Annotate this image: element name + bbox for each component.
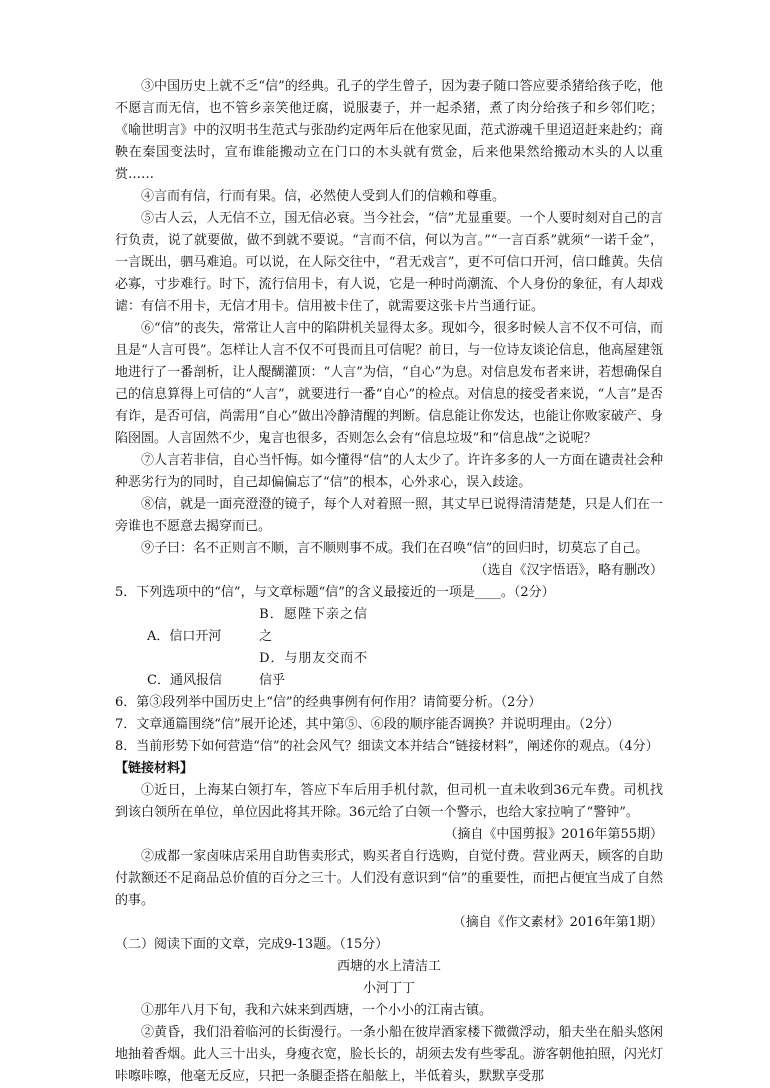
section-2-instruction: （二）阅读下面的文章，完成9-13题。（15分） [115,937,389,952]
paragraph-9: ⑨子曰：名不正则言不顺，言不顺则事不成。我们在召唤“信”的回归时，切莫忘了自己。 [141,541,649,556]
option-b: B．愿陛下亲之信之 [259,607,368,644]
option-d: D．与朋友交而不信乎 [259,651,368,688]
passage-source: （选自《汉字悟语》，略有删改） [474,563,663,578]
question-5: 5．下列选项中的“信”，与文章标题“信”的含义最接近的一项是____。（2分） [115,585,555,600]
article-author: 小河丁丁 [362,981,415,996]
paragraph-7: ⑦人言若非信，自心当忏悔。如今懂得“信”的人太少了。许许多多的人一方面在谴责社会种种恶劣行为的同时，自己却偏偏忘了“信”的根本，心外求心，误入歧途。 [115,453,663,490]
link-material-item-1-source: （摘自《中国剪报》2016年第55期） [444,827,663,842]
link-material-item-1: ①近日，上海某白领打车，答应下车后用手机付款，但司机一直未收到36元车费。司机找到该白领所在单位，单位因此将其开除。36元给了白领一个警示，也给大家拉响了“警钟”。 [115,783,663,820]
question-6: 6．第③段列举中国历史上“信”的经典事例有何作用？请简要分析。（2分） [115,695,542,710]
link-material-item-2: ②成都一家卤味店采用自助售卖形式，购买者自行选购，自觉付费。营业两天，顾客的自助付款额还不足商品总价值的百分之三十。人们没有意识到“信”的重要性，而把占便宜当成了自然的事。 [115,849,663,908]
paragraph-3: ③中国历史上就不乏“信”的经典。孔子的学生曾子，因为妻子随口答应要杀猪给孩子吃，他不愿言而无信，也不管乡亲笑他迂腐，说服妻子，并一起杀猪，煮了肉分给孩子和乡邻们吃；《喻世明言》中的汉明书生范式与张劭约定两年后在他家见面，范式游魂千里迢迢赶来赴约；商鞅在秦国变法时，宣布谁能搬动立在门口的木头就有赏金，后来他果然给搬动木头的人以重赏…… [115,79,663,182]
paragraph-4: ④言而有信，行而有果。信，必然使人受到人们的信赖和尊重。 [141,189,506,204]
link-material-heading: 【链接材料】 [115,761,194,776]
article-paragraph-1: ①那年八月下旬，我和六妹来到西塘，一个小小的江南古镇。 [141,1003,493,1018]
link-material-item-2-source: （摘自《作文素材》2016年第1期） [452,915,663,930]
question-8: 8．当前形势下如何营造“信”的社会风气？细读文本并结合“链接材料”，阐述你的观点。（4分） [115,739,659,754]
option-c: C．通风报信 [147,673,222,688]
article-paragraph-2: ②黄昏，我们沿着临河的长街漫行。一条小船在彼岸酒家楼下微微浮动，船夫坐在船头悠闲地抽着香烟。此人三十出头，身瘦衣宽，脸长长的，胡须去发有些零乱。游客朝他拍照，闪光灯咔嚓咔嚓，他毫无反应，只把一条腿歪搭在船舷上，半低着头，默默享受那 [115,1025,663,1084]
article-title: 西塘的水上清洁工 [336,959,441,974]
document-page [115,76,663,1088]
option-a: A．信口开河 [147,629,222,644]
question-5-options-row-2 [115,648,663,692]
paragraph-5: ⑤古人云，人无信不立，国无信必衰。当今社会，“信”尤显重要。一个人要时刻对自己的言行负责，说了就要做，做不到就不要说。“言而不信，何以为言。”“一言百系”就须“一诺千金”，一言既出，驷马难追。可以说，在人际交往中，“君无戏言”，更不可信口开河，信口雌黄。失信必寡，寸步难行。时下，流行信用卡，有人说，它是一种时尚潮流、个人身份的象征，有人却戏谑：有信不用卡，无信才用卡。信用被卡住了，就需要这张卡片当通行证。 [115,211,663,314]
paragraph-8: ⑧信，就是一面亮澄澄的镜子，每个人对着照一照，其丈早已说得清清楚楚，只是人们在一旁谁也不愿意去揭穿而已。 [115,497,663,534]
question-7: 7．文章通篇围绕“信”展开论述，其中第⑤、⑥段的顺序能否调换？并说明理由。（2分） [115,717,620,732]
question-5-options-row-1 [115,604,663,648]
paragraph-6: ⑥“信”的丧失，常常让人言中的陷阱机关显得太多。现如今，很多时候人言不仅不可信，而且是“人言可畏”。怎样让人言不仅不可畏而且可信呢？前日，与一位诗友谈论信息，他高屋建瓴地进行了一番剖析，让人醍醐灌顶：“人言”为信，“自心”为息。对信息发布者来讲，若想确保自己的信息算得上可信的“人言”，就要进行一番“自心”的检点。对信息的接受者来说，“人言”是否有诈，是否可信，尚需用“自心”做出冷静清醒的判断。信息能让你发达，也能让你败家破产、身陷囹圄。人言固然不少，鬼言也很多，否则怎么会有“信息垃圾”和“信息战”之说呢？ [115,321,663,446]
